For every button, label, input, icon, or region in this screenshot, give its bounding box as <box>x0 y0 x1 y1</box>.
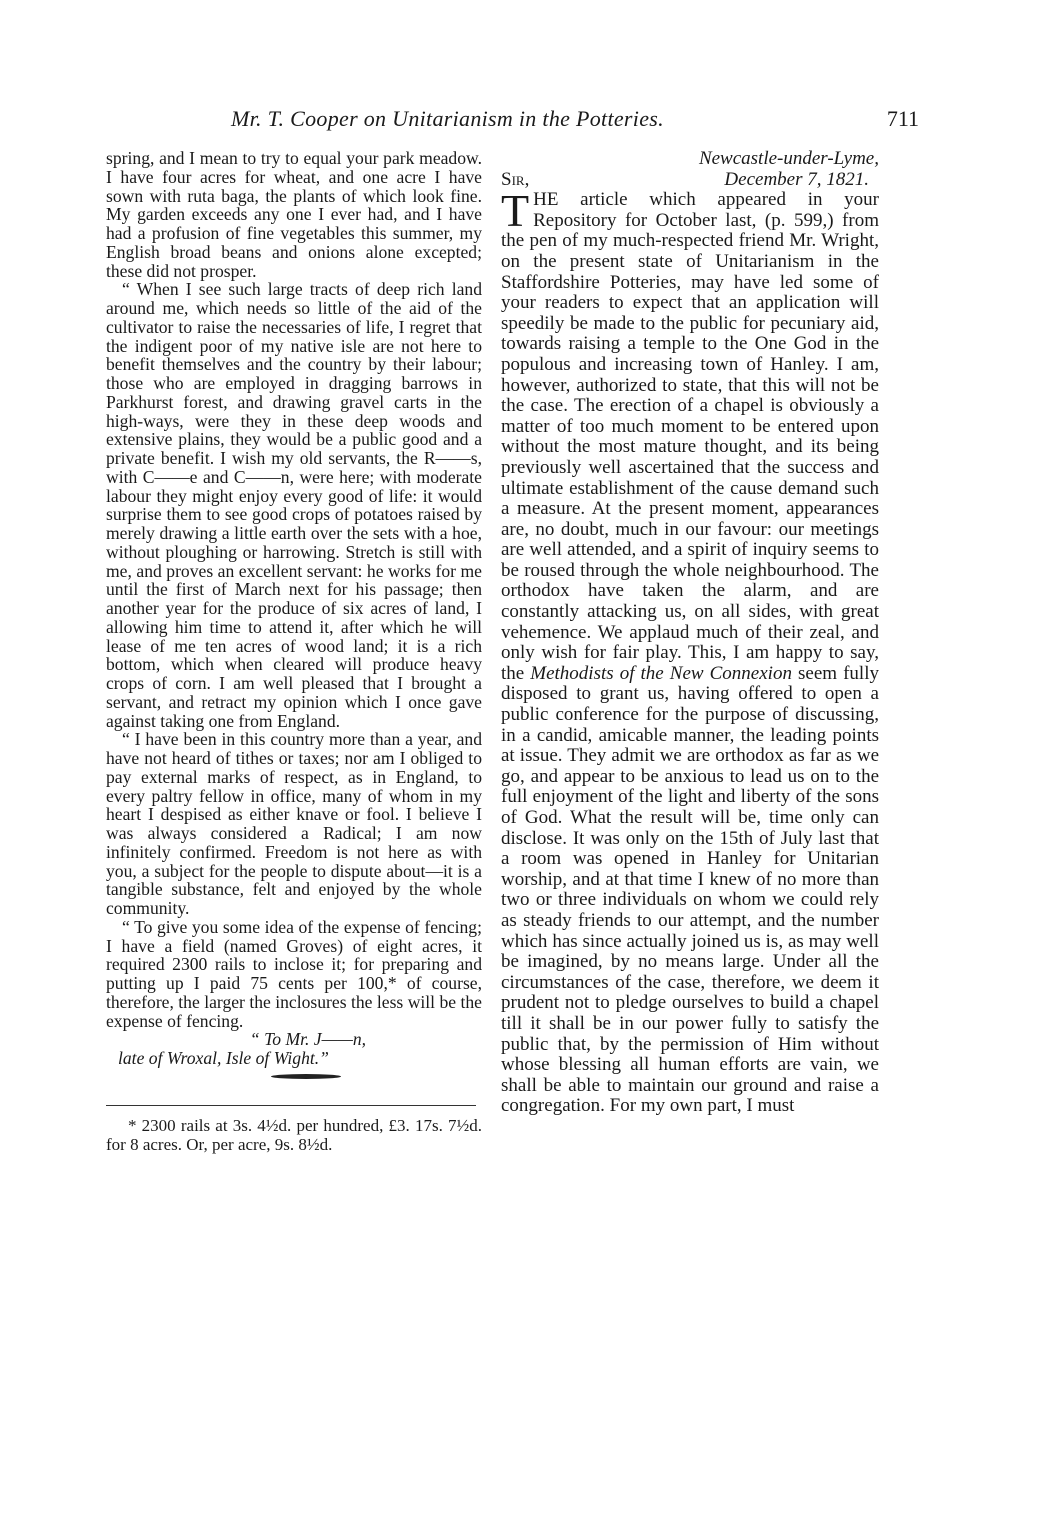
running-head: Mr. T. Cooper on Unitarianism in the Potteries. <box>231 106 664 131</box>
paragraph: “ I have been in this country more than a year, and have not heard of tithes or taxes; nor am I obliged to pay external marks of respect, as in England, to every paltry fellow in office, many of whom in my heart I despised as either knave or fool. I believe I was always considered a Radical; I am now infinitely confirmed. Freedom is not here as with you, a subject for the people to dispute about—it is a tangible substance, felt and enjoyed by the whole community. <box>106 729 482 918</box>
right-column <box>501 149 879 1117</box>
salutation: Sir, <box>501 168 530 190</box>
page-number: 711 <box>886 106 919 131</box>
paragraph: spring, and I mean to try to equal your park meadow. I have four acres for wheat, and one acre I have sown with ruta baga, the plants of which look fine. My garden exceeds any one I ever had, and I have had a profusion of fine vegetables this summer, my English broad beans and onions alone excepted; these did not prosper. <box>106 148 482 281</box>
paragraph: “ When I see such large tracts of deep rich land around me, which needs so little of the aid of the cultivator to raise the necessaries of life, I regret that the indigent poor of my native isle are not here to benefit themselves and the country by their labour; those who are employed in dragging barrows in Parkhurst forest, and drawing gravel carts in the high-ways, were they in these deep woods and extensive plains, they would be a public good and a private benefit. I wish my old servants, the R——s, with C——e and C——n, were here; with moderate labour they might enjoy every good of life: it would surprise them to see good crops of potatoes raised by merely drawing a little earth over the sets with a hoe, without ploughing or harrowing. Stretch is still with me, and proves an excellent servant: he works for me until the first of March next for his passage; then another year for the produce of six acres of land, I allowing him time to attend it, after which he will lease of me ten acres of wood land; it is a rich bottom, which when cleared will produce heavy crops of corn. I am well pleased that I brought a servant, and retract my opinion which I once gave against taking one from England. <box>106 279 482 731</box>
body-text: HE article which appeared in your Repository for October last, (p. 599,) from the pen of my much-respected friend Mr. Wright, on the present state of Unitarianism in the Staffordshire Potteries, may have led some of your readers to expect that an application will speedily be made to the public for pecuniary aid, towards raising a temple to the One God in the populous and increasing town of Hanley. I am, however, authorized to state, that this will not be the case. The erection of a chapel is obviously a matter of too much moment to be entered upon without the most mature thought, and its being previously well ascertained that the success and ultimate establishment of the cause demand such a measure. At the present moment, appearances are, no doubt, much in our favour: our meetings are well attended, and a spirit of inquiry seems to be roused through the whole neighbourhood. The orthodox have taken the alarm, and are constantly attacking us, on all sides, with great vehemence. We applaud much of their zeal, and only wish for fair play. This, I am happy to say, the <box>501 189 879 684</box>
salutation-row <box>501 170 879 191</box>
footnote: * 2300 rails at 3s. 4½d. per hundred, £3. 17s. 7½d. for 8 acres. Or, per acre, 9s. 8½d. <box>106 1115 482 1154</box>
footnote-rule <box>106 1105 476 1106</box>
left-column <box>106 149 482 1154</box>
paragraph: “ To give you some idea of the expense of fencing; I have a field (named Groves) of eight acres, it required 2300 rails to inclose it; for preparing and putting up I paid 75 cents per 100,* of course, therefore, the larger the inclosures the less will be the expense of fencing. <box>106 916 482 1031</box>
letter-place: Newcastle-under-Lyme, <box>698 148 879 169</box>
letter-date: December 7, 1821. <box>724 168 869 190</box>
drop-cap: T <box>501 185 530 237</box>
letter-recipient: “ To Mr. J——n, <box>249 1029 367 1050</box>
letter-recipient-address: late of Wroxal, Isle of Wight.” <box>118 1048 329 1068</box>
page-header <box>106 106 919 142</box>
ornament-rule <box>271 1074 341 1079</box>
letter-body <box>501 185 879 1117</box>
body-italic: Methodists of the New Connexion <box>530 662 792 684</box>
body-text: seem fully disposed to grant us, having offered to open a public conference for the purpose of discussing, in a candid, amicable manner, the leading points at issue. They admit we are orthodox as far as we go, and appear to be anxious to lead us on to the full enjoyment of the light and liberty of the sons of God. What the result will be, time only can disclose. It was only on the 15th of July last that a room was opened in Hanley for Unitarian worship, and at that time I knew of no more than two or three individuals on whom we could rely as steady friends to our attempt, and the number which has since actually joined us is, as may well be imagined, by no means large. Under all the circumstances of the case, therefore, we deem it prudent not to pledge ourselves to build a chapel till it shall be in our power fully to satisfy the public that, by the permission of Him without whose blessing all human efforts are vain, we shall be able to maintain our ground and raise a congregation. For my own part, I must <box>501 662 879 1117</box>
